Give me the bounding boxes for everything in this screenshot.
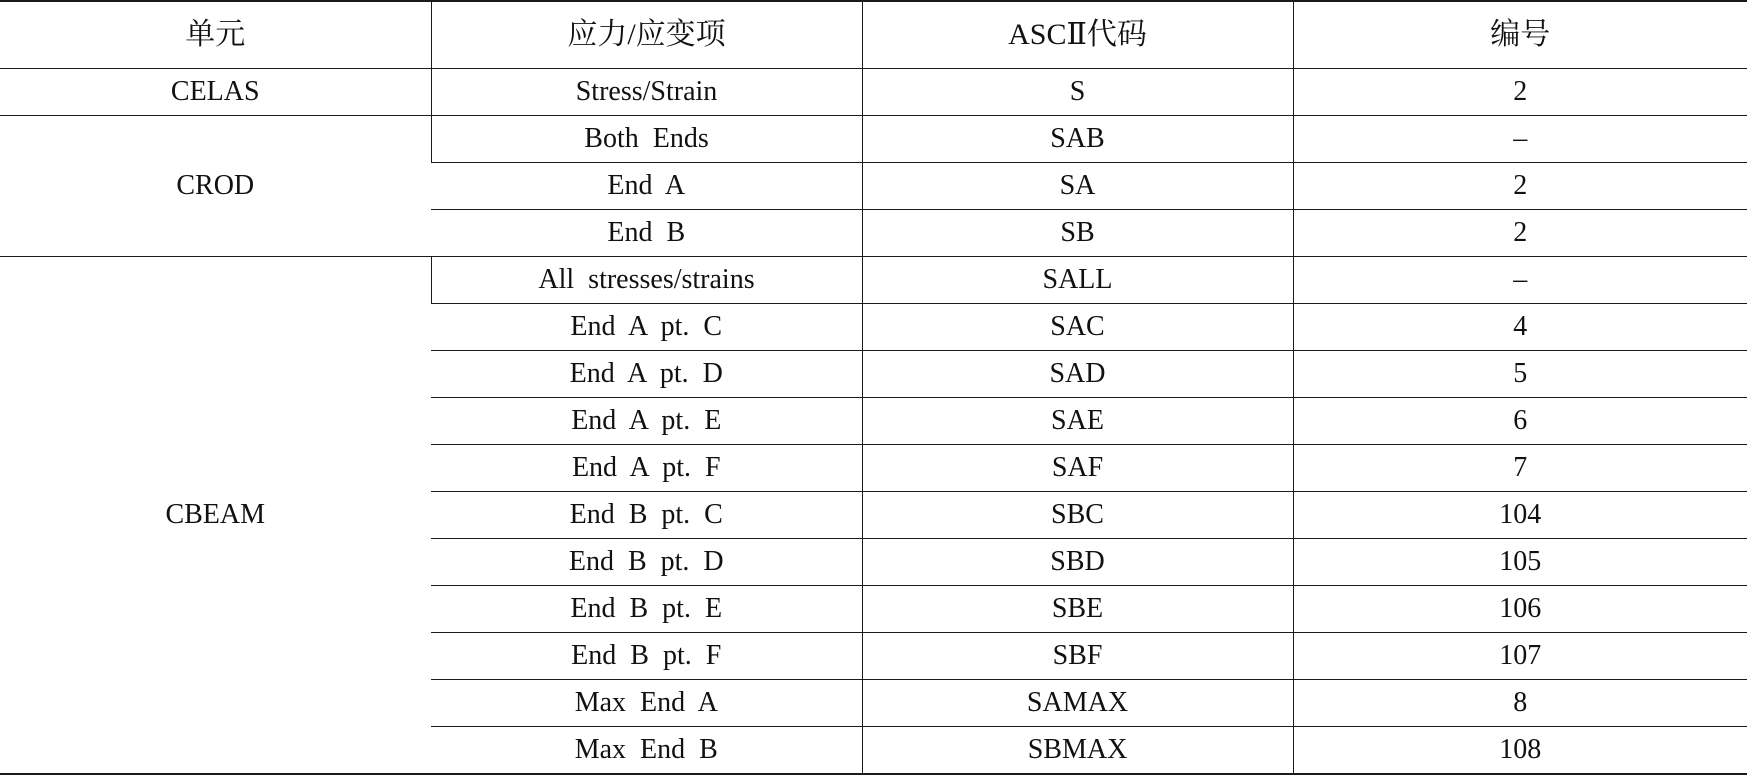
number-cell: 5 [1293, 351, 1747, 398]
ascii-code-cell: SAMAX [862, 680, 1293, 727]
number-cell: 105 [1293, 539, 1747, 586]
ascii-code-cell: SBC [862, 492, 1293, 539]
table-row [0, 257, 1747, 304]
stress-strain-item-cell: End B pt. E [431, 586, 862, 633]
element-cell: CROD [0, 116, 431, 257]
stress-strain-item-cell: End A pt. F [431, 445, 862, 492]
ascii-code-cell: SAD [862, 351, 1293, 398]
stress-strain-item-cell: Both Ends [431, 116, 862, 163]
table-body [0, 69, 1747, 775]
stress-strain-item-cell: End A pt. D [431, 351, 862, 398]
stress-strain-item-cell: End A pt. C [431, 304, 862, 351]
stress-strain-item-cell: End A pt. E [431, 398, 862, 445]
number-cell: 2 [1293, 69, 1747, 116]
ascii-code-cell: SA [862, 163, 1293, 210]
element-cell: CBEAM [0, 257, 431, 775]
stress-strain-item-cell: Stress/Strain [431, 69, 862, 116]
table-header-row [0, 1, 1747, 69]
number-cell: 2 [1293, 163, 1747, 210]
number-cell: 8 [1293, 680, 1747, 727]
number-cell: 108 [1293, 727, 1747, 775]
number-cell: 6 [1293, 398, 1747, 445]
number-cell: 7 [1293, 445, 1747, 492]
ascii-code-cell: SAF [862, 445, 1293, 492]
number-cell: 107 [1293, 633, 1747, 680]
header-element: 单元 [0, 1, 431, 69]
element-cell: CELAS [0, 69, 431, 116]
ascii-code-cell: SAE [862, 398, 1293, 445]
stress-strain-item-cell: End B [431, 210, 862, 257]
number-cell: 106 [1293, 586, 1747, 633]
stress-strain-item-cell: End A [431, 163, 862, 210]
table-row [0, 69, 1747, 116]
ascii-code-cell: SALL [862, 257, 1293, 304]
ascii-code-cell: SBE [862, 586, 1293, 633]
stress-strain-item-cell: End B pt. D [431, 539, 862, 586]
ascii-code-cell: SBF [862, 633, 1293, 680]
ascii-code-cell: SBD [862, 539, 1293, 586]
stress-strain-item-cell: Max End B [574, 734, 718, 765]
stress-strain-item-cell: End B pt. C [431, 492, 862, 539]
number-cell: 2 [1293, 210, 1747, 257]
ascii-code-cell: SAB [862, 116, 1293, 163]
header-number: 编号 [1293, 1, 1747, 69]
table-row [0, 116, 1747, 163]
number-cell: – [1293, 116, 1747, 163]
stress-strain-item-cell: Max End A [431, 680, 862, 727]
stress-strain-item-cell: All stresses/strains [431, 257, 862, 304]
stress-strain-item-cell: End B pt. F [431, 633, 862, 680]
ascii-code-cell: S [862, 69, 1293, 116]
ascii-code-cell: SAC [862, 304, 1293, 351]
ascii-code-cell: SBMAX [862, 727, 1293, 775]
number-cell: 104 [1293, 492, 1747, 539]
header-ascii-code: ASCⅡ代码 [862, 1, 1293, 69]
number-cell: – [1293, 257, 1747, 304]
header-stress-strain-item: 应力/应变项 [431, 1, 862, 69]
ascii-code-cell: SB [862, 210, 1293, 257]
number-cell: 4 [1293, 304, 1747, 351]
